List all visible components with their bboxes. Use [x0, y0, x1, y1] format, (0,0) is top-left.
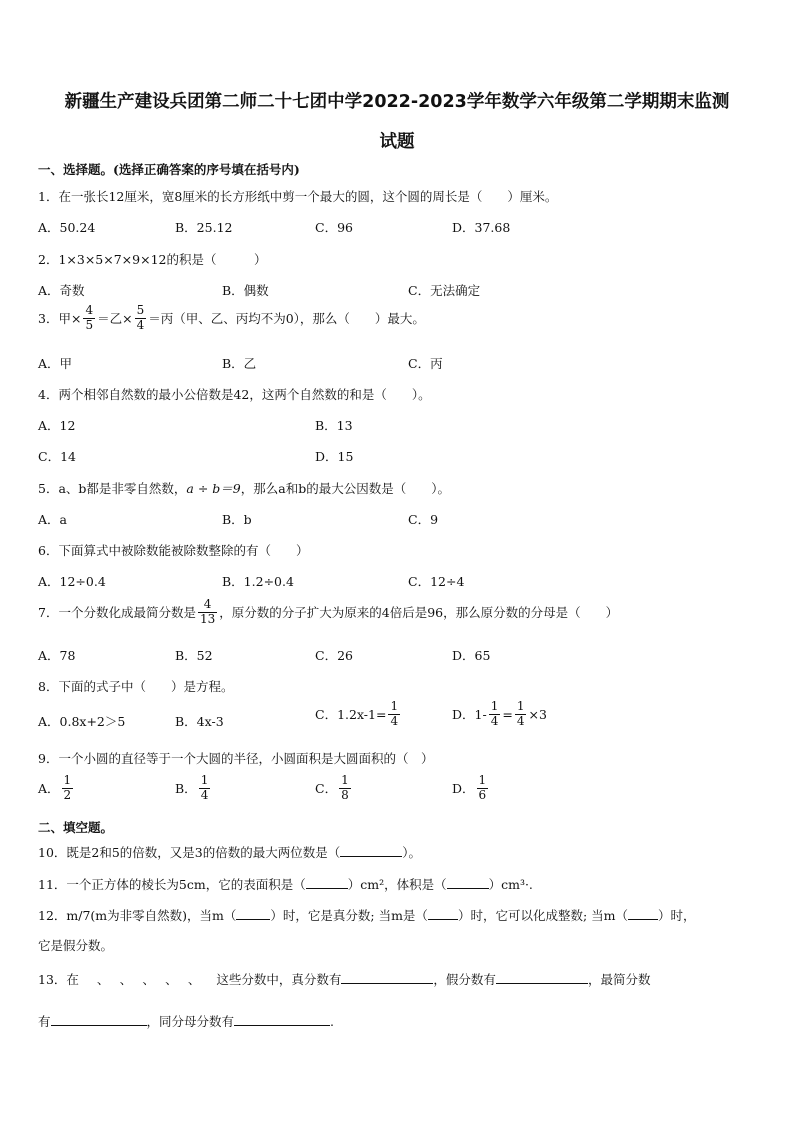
question-6: 6．下面算式中被除数能被除数整除的有（ ） [38, 543, 309, 558]
q9-c-den: 8 [341, 787, 349, 802]
question-4: 4．两个相邻自然数的最小公倍数是42，这两个自然数的和是（ ）。 [38, 387, 431, 402]
q9-b-fraction [199, 774, 211, 803]
q10-text-2: ）。 [402, 845, 422, 860]
q13-text-3: ，假分数有 [433, 972, 496, 987]
q8-d-f1-num: 1 [490, 699, 499, 713]
q3-text-2: ＝乙× [97, 311, 133, 327]
q3-frac1-num: 4 [85, 303, 94, 317]
q13-l2-text-1: 有 [38, 1014, 51, 1029]
question-9: 9．一个小圆的直径等于一个大圆的半径，小圆面积是大圆面积的（ ） [38, 751, 434, 766]
q9-option-c [315, 774, 353, 803]
q5-option-b: B．b [222, 512, 252, 527]
q13-simplest-blank[interactable] [51, 1025, 147, 1026]
q11-volume-blank[interactable] [447, 888, 489, 889]
q7-frac-num: 4 [203, 597, 212, 611]
q2-option-c: C．无法确定 [408, 283, 481, 298]
q13-proper-blank[interactable] [341, 983, 433, 984]
q3-option-b: B．乙 [222, 356, 257, 371]
q10-text-1: 10．既是2和5的倍数，又是3的倍数的最大两位数是（ [38, 845, 341, 860]
q8-option-d [452, 700, 547, 729]
q12-text-1: 12．m/7(m为非零自然数)，当m（ [38, 908, 237, 923]
q9-option-a [38, 774, 75, 803]
q8-d-f2-num: 1 [516, 699, 525, 713]
question-3 [38, 304, 425, 333]
q9-b-label: B． [175, 781, 197, 797]
q3-fraction-2 [135, 304, 147, 333]
question-12 [38, 906, 696, 924]
q9-a-label: A． [38, 781, 60, 797]
q13-text-4: ，最简分数 [587, 972, 651, 987]
q9-option-d [452, 774, 490, 803]
q1-option-b: B．25.12 [175, 220, 233, 235]
q3-text-1: 3．甲× [38, 311, 82, 327]
q1-option-a: A．50.24 [38, 220, 96, 235]
q6-option-c: C．12÷4 [408, 574, 465, 589]
q8-d-f1-den: 4 [490, 713, 499, 728]
q3-fraction-1 [83, 304, 95, 333]
q13-separators: 、 、 、 、 、 [96, 972, 203, 987]
q13-text-1: 13．在 [38, 972, 79, 987]
q5-text-2: ，那么a和b的最大公因数是（ ）。 [240, 481, 450, 496]
q9-d-fraction [477, 774, 489, 803]
q8-d-text-1: D．1- [452, 707, 487, 723]
q8-option-b: B．4x-3 [175, 714, 224, 729]
q12-text-4: ）时， [657, 908, 696, 923]
q9-option-b [175, 774, 212, 803]
q9-c-fraction [339, 774, 351, 803]
q9-c-num: 1 [341, 773, 349, 787]
q8-c-text: C．1.2x-1= [315, 707, 387, 723]
q11-area-blank[interactable] [306, 888, 348, 889]
q13-line-2 [38, 1012, 334, 1030]
q3-frac2-num: 5 [136, 303, 145, 317]
q4-option-b: B．13 [315, 418, 353, 433]
q6-option-a: A．12÷0.4 [38, 574, 106, 589]
q4-option-c: C．14 [38, 449, 76, 464]
q7-frac-den: 13 [199, 611, 216, 626]
q3-frac1-den: 5 [85, 317, 94, 332]
q3-option-c: C．丙 [408, 356, 443, 371]
q13-same-denominator-blank[interactable] [234, 1025, 330, 1026]
q7-fraction [198, 598, 217, 627]
q8-d-f2-den: 4 [516, 713, 525, 728]
question-7 [38, 598, 618, 627]
q7-option-c: C．26 [315, 648, 353, 663]
q12-text-2: ）时，它是真分数; 当m是（ [270, 908, 428, 923]
section-fill-heading: 二、填空题。 [38, 820, 114, 835]
q9-d-den: 6 [478, 787, 487, 802]
q5-text-1: 5．a、b都是非零自然数， [38, 481, 187, 496]
q9-d-num: 1 [478, 773, 487, 787]
q9-d-label: D． [452, 781, 475, 797]
q1-option-c: C．96 [315, 220, 353, 235]
q5-expression: a ÷ b＝9 [186, 481, 241, 496]
q3-frac2-den: 4 [136, 317, 145, 332]
q12-blank-3[interactable] [628, 919, 658, 920]
question-13 [38, 970, 650, 988]
q7-option-a: A．78 [38, 648, 76, 663]
page-title-line2: 试题 [379, 132, 415, 152]
q11-text-3: ）cm³·. [488, 877, 533, 892]
q12-line-2: 它是假分数。 [38, 938, 114, 953]
q12-text-3: ）时，它可以化成整数; 当m（ [457, 908, 628, 923]
q7-text-1: 7．一个分数化成最简分数是 [38, 605, 196, 621]
q8-option-c [315, 700, 402, 729]
q4-option-a: A．12 [38, 418, 76, 433]
q9-c-label: C． [315, 781, 338, 797]
q8-d-fraction-2 [515, 700, 527, 729]
q3-option-a: A．甲 [38, 356, 73, 371]
q9-a-den: 2 [63, 787, 72, 802]
q8-c-num: 1 [390, 699, 399, 713]
question-10 [38, 843, 421, 861]
q4-option-d: D．15 [315, 449, 354, 464]
question-8: 8．下面的式子中（ ）是方程。 [38, 679, 234, 694]
q7-text-2: ，原分数的分子扩大为原来的4倍后是96，那么原分数的分母是（ ） [219, 605, 619, 621]
q7-option-d: D．65 [452, 648, 491, 663]
q8-d-fraction-1 [489, 700, 501, 729]
q12-blank-1[interactable] [236, 919, 270, 920]
q8-c-fraction [388, 700, 400, 729]
q12-blank-2[interactable] [428, 919, 458, 920]
q9-b-num: 1 [200, 773, 209, 787]
q9-b-den: 4 [200, 787, 209, 802]
q10-answer-blank[interactable] [340, 856, 402, 857]
q13-l2-text-3: . [330, 1014, 335, 1029]
question-2: 2．1×3×5×7×9×12的积是（ ） [38, 252, 267, 267]
question-1: 1．在一张长12厘米，宽8厘米的长方形纸中剪一个最大的圆，这个圆的周长是（ ）厘米。 [38, 189, 558, 204]
section-choice-heading: 一、选择题。(选择正确答案的序号填在括号内) [38, 162, 300, 177]
question-11 [38, 875, 533, 893]
q13-text-2: 这些分数中，真分数有 [216, 972, 342, 987]
q11-text-1: 11．一个正方体的棱长为5cm，它的表面积是（ [38, 877, 306, 892]
q5-option-a: A．a [38, 512, 67, 527]
q1-option-d: D．37.68 [452, 220, 511, 235]
q11-text-2: ）cm²，体积是（ [347, 877, 447, 892]
q9-a-num: 1 [63, 773, 72, 787]
q13-l2-text-2: ，同分母分数有 [146, 1014, 235, 1029]
q8-option-a: A．0.8x+2＞5 [38, 714, 126, 729]
question-5 [38, 479, 450, 497]
q9-a-fraction [62, 774, 74, 803]
q13-improper-blank[interactable] [496, 983, 588, 984]
q3-text-3: ＝丙（甲、乙、丙均不为0），那么（ ）最大。 [148, 311, 425, 327]
q7-option-b: B．52 [175, 648, 213, 663]
q5-option-c: C．9 [408, 512, 439, 527]
q2-option-b: B．偶数 [222, 283, 269, 298]
q8-c-den: 4 [390, 713, 399, 728]
q8-d-text-2: = [502, 706, 513, 722]
q8-d-text-3: ×3 [528, 706, 547, 722]
q6-option-b: B．1.2÷0.4 [222, 574, 294, 589]
page-title: 新疆生产建设兵团第二师二十七团中学2022-2023学年数学六年级第二学期期末监测 [64, 92, 730, 112]
q2-option-a: A．奇数 [38, 283, 85, 298]
